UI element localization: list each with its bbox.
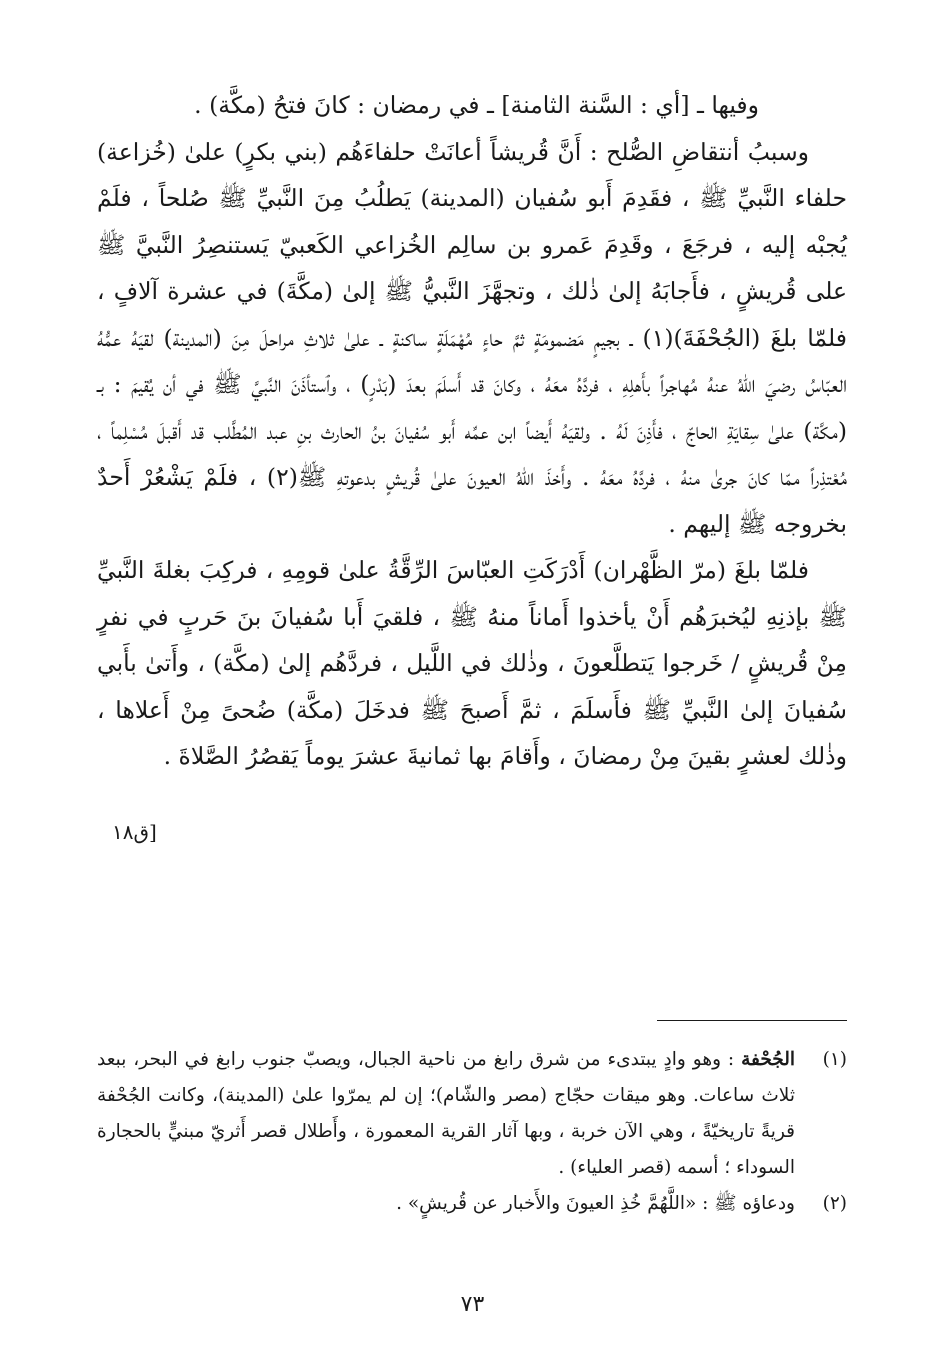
paragraph-2: وسببُ أنتقاضِ الصُّلح : أَنَّ قُريشاً أعانَتْ حلفاءَهُم (بني بكرٍ) علىٰ (خُزاعة) حلفاء النَّبيِّ ﷺ ، فقَدِمَ أَبو سُفيان (المدينة) يَطلُبُ مِنَ النَّبيِّ ﷺ صُلحاً ، فلَمْ يُجبْه إليه ، فرجَعَ ، وقَدِمَ عَمرو بن سالِم الخُزاعي الكَعبيّ يَستنصِرُ النَّبيَّ ﷺ على قُريشٍ ، فأَجابَهُ إلىٰ ذٰلك ، وتجهَّزَ النَّبيُّ ﷺ إلىٰ (مكَّةَ) في عشرة آلافٍ ، فلمّا بلغَ (الجُحْفَةَ)(١) ـ بجيمٍ مَضمومَةٍ ثمَّ حاءٍ مُهْمَلَةٍ ساكنةٍ ـ علىٰ ثلاثِ مراحلَ مِنَ (المدينة) لقيَهُ عمُّهُ العبّاسُ رضيَ اللهُ عنهُ مُهاجراً بأَهلِهِ ، فردَّهُ معَهُ ، وكانَ قد أَسلَمَ بعدَ (بَدْرٍ) ، وٱستأذَنَ النَّبيَّ ﷺ في أن يُقيمَ : بـ (مكَّة) علىٰ سِقايَةِ الحاجّ ، فأَذِنَ لَهُ . ولقيَهُ أَيضاً ابن عمِّه أَبو سُفيانَ بنُ الحارث بنِ عبد المُطَّلب قد أَقبلَ مُسْلِماً ، مُعْتذِراً ممّا كانَ جرىٰ منهُ ، فردَّهُ معَهُ . وأَخذَ اللهُ العيونَ علىٰ قُريشٍ بدعوتهِ ﷺ(٢) ، فلَمْ يَشْعُرْ أَحدٌ بخروجه ﷺ إليهم .: [97, 137, 847, 538]
footnote-number: (٢): [822, 1193, 847, 1214]
footnotes: [97, 1042, 847, 1222]
footnote-separator: [657, 1020, 847, 1021]
footnote-1: [97, 1042, 847, 1186]
paragraph-3: فلمّا بلغَ (مرّ الظَّهْران) أَدْرَكَتِ العبّاسَ الرِّقَّةُ علىٰ قومِهِ ، فركِبَ بغلةَ النَّبيِّ ﷺ بإذنِهِ ليُخبرَهُم أَنْ يأخذوا أَماناً منهُ ﷺ ، فلقيَ أَبا سُفيانَ بنَ حَربٍ في نفرٍ مِنْ قُريشٍ / خَرجوا يَتطلَّعونَ ، وذٰلك في اللَّيل ، فردَّهُم إلىٰ (مكَّة) ، وأَتىٰ بأَبي سُفيانَ إلىٰ النَّبيِّ ﷺ فأَسلَمَ ، ثمَّ أَصبحَ ﷺ فدخَلَ (مكَّة) ضُحىً مِنْ أَعلاها ، وذٰلك لعشرٍ بقينَ مِنْ رمضانَ ، وأَقامَ بها ثمانيةَ عشرَ يوماً يَقصُرُ الصَّلاةَ .: [97, 556, 847, 770]
page-number: ٧٣: [460, 1292, 485, 1317]
footnote-body: ودعاؤه ﷺ : «اللَّهُمَّ خُذِ العيونَ والأَخبار عن قُريشٍ» .: [396, 1193, 795, 1214]
main-text: [97, 82, 847, 780]
footnote-body: : وهو وادٍ يبتدىء من شرق رابغ من ناحية الجبال، ويصبّ جنوب رابغ في البحر، ببعد ثلاث ساعات. وهو ميقات حجّاج (مصر والشّام)؛ إن لم يمرّوا علىٰ (المدينة)، وكانت الجُحْفة قريةً تاريخيّةً ، وهي الآن خربة ، وبها آثار القرية المعمورة ، وأَطلال قصر أَثريّ مبنيٍّ بالحجارة السوداء ؛ أسمه (قصر العلياء) .: [97, 1049, 795, 1178]
footnote-text: [97, 1042, 795, 1186]
paragraph-1: وفيها ـ [أي : السَّنة الثامنة] ـ في رمضان : كانَ فتحُ (مكَّة) .: [194, 91, 759, 119]
footnote-headword: الجُحْفة: [741, 1049, 795, 1070]
footnote-text: [97, 1186, 795, 1222]
footnote-number: (١): [822, 1049, 847, 1070]
manuscript-folio-marker: [ق١٨: [112, 820, 157, 844]
footnote-2: [97, 1186, 847, 1222]
